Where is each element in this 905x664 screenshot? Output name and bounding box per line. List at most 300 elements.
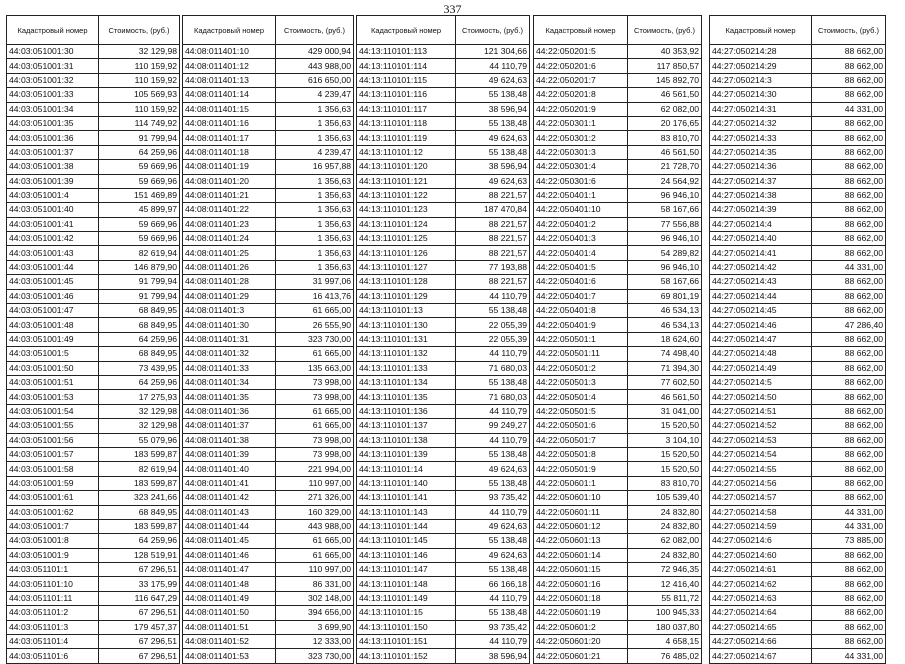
cadastral-number-cell: 44:13:110101:133 — [357, 361, 456, 375]
value-cell: 1 356,63 — [276, 232, 354, 246]
table-row — [7, 476, 180, 490]
cadastral-number-cell: 44:08:011401:35 — [183, 390, 276, 404]
table-row — [710, 390, 886, 404]
value-cell: 55 811,72 — [628, 591, 702, 605]
value-cell: 88 662,00 — [812, 203, 886, 217]
table-row — [7, 447, 180, 461]
cadastral-number-cell: 44:03:051001:51 — [7, 375, 99, 389]
table-row — [357, 361, 530, 375]
table-row — [710, 505, 886, 519]
value-cell: 1 356,63 — [276, 174, 354, 188]
cadastral-number-cell: 44:13:110101:13 — [357, 304, 456, 318]
cadastral-number-cell: 44:08:011401:14 — [183, 88, 276, 102]
table-row — [183, 160, 354, 174]
value-cell: 121 304,66 — [456, 45, 530, 59]
table-row — [357, 45, 530, 59]
cadastral-number-cell: 44:22:050401:4 — [534, 246, 628, 260]
table-row — [710, 577, 886, 591]
table-body — [534, 45, 702, 664]
table-row — [710, 591, 886, 605]
value-cell: 323 730,00 — [276, 332, 354, 346]
cadastral-number-cell: 44:03:051001:44 — [7, 260, 99, 274]
value-cell: 38 596,94 — [456, 102, 530, 116]
value-cell: 1 356,63 — [276, 116, 354, 130]
cadastral-number-cell: 44:27:050214:50 — [710, 390, 812, 404]
cadastral-table-2 — [182, 15, 354, 664]
table-row — [183, 505, 354, 519]
value-cell: 114 749,92 — [99, 116, 180, 130]
table-row — [183, 606, 354, 620]
cadastral-number-cell: 44:08:011401:47 — [183, 563, 276, 577]
table-row — [183, 534, 354, 548]
table-row — [357, 260, 530, 274]
table-row — [357, 131, 530, 145]
value-cell: 221 994,00 — [276, 462, 354, 476]
cadastral-number-cell: 44:08:011401:43 — [183, 505, 276, 519]
value-cell: 88 662,00 — [812, 45, 886, 59]
value-cell: 24 832,80 — [628, 548, 702, 562]
cadastral-number-cell: 44:03:051001:43 — [7, 246, 99, 260]
value-cell: 61 665,00 — [276, 304, 354, 318]
value-cell: 88 221,57 — [456, 217, 530, 231]
value-cell: 88 662,00 — [812, 476, 886, 490]
table-row — [7, 462, 180, 476]
table-row — [710, 534, 886, 548]
value-cell: 146 879,90 — [99, 260, 180, 274]
value-cell: 55 138,48 — [456, 606, 530, 620]
table-row — [7, 188, 180, 202]
cadastral-number-cell: 44:22:050401:9 — [534, 318, 628, 332]
table-row — [710, 563, 886, 577]
value-cell: 44 331,00 — [812, 649, 886, 663]
value-cell: 59 669,96 — [99, 160, 180, 174]
cadastral-number-cell: 44:13:110101:138 — [357, 433, 456, 447]
value-cell: 73 998,00 — [276, 433, 354, 447]
header-cadastral: Кадастровый номер — [183, 16, 276, 45]
value-cell: 54 289,82 — [628, 246, 702, 260]
header-cadastral: Кадастровый номер — [710, 16, 812, 45]
cadastral-number-cell: 44:13:110101:122 — [357, 188, 456, 202]
value-cell: 68 849,95 — [99, 304, 180, 318]
table-row — [7, 203, 180, 217]
cadastral-number-cell: 44:03:051101:11 — [7, 591, 99, 605]
value-cell: 183 599,87 — [99, 476, 180, 490]
table-row — [710, 246, 886, 260]
table-row — [534, 361, 702, 375]
cadastral-number-cell: 44:08:011401:10 — [183, 45, 276, 59]
cadastral-number-cell: 44:13:110101:136 — [357, 404, 456, 418]
value-cell: 15 520,50 — [628, 447, 702, 461]
cadastral-number-cell: 44:08:011401:31 — [183, 332, 276, 346]
table-row — [183, 476, 354, 490]
cadastral-number-cell: 44:13:110101:118 — [357, 116, 456, 130]
value-cell: 49 624,63 — [456, 462, 530, 476]
cadastral-number-cell: 44:03:051001:48 — [7, 318, 99, 332]
table-row — [534, 73, 702, 87]
value-cell: 33 175,99 — [99, 577, 180, 591]
cadastral-number-cell: 44:22:050601:15 — [534, 563, 628, 577]
cadastral-number-cell: 44:03:051001:30 — [7, 45, 99, 59]
value-cell: 40 353,92 — [628, 45, 702, 59]
table-header-row — [357, 16, 530, 45]
cadastral-number-cell: 44:22:050401:7 — [534, 289, 628, 303]
cadastral-number-cell: 44:13:110101:130 — [357, 318, 456, 332]
value-cell: 88 662,00 — [812, 59, 886, 73]
table-row — [183, 246, 354, 260]
table-row — [710, 318, 886, 332]
value-cell: 44 110,79 — [456, 404, 530, 418]
value-cell: 46 561,50 — [628, 145, 702, 159]
cadastral-number-cell: 44:13:110101:126 — [357, 246, 456, 260]
table-row — [710, 145, 886, 159]
table-row — [357, 534, 530, 548]
table-row — [357, 519, 530, 533]
table-row — [183, 404, 354, 418]
cadastral-number-cell: 44:13:110101:146 — [357, 548, 456, 562]
cadastral-number-cell: 44:03:051001:9 — [7, 548, 99, 562]
table-row — [534, 246, 702, 260]
table-row — [357, 289, 530, 303]
table-header-row — [7, 16, 180, 45]
cadastral-number-cell: 44:27:050214:51 — [710, 404, 812, 418]
cadastral-number-cell: 44:22:050501:5 — [534, 404, 628, 418]
table-row — [534, 462, 702, 476]
cadastral-number-cell: 44:27:050214:44 — [710, 289, 812, 303]
table-row — [7, 505, 180, 519]
value-cell: 183 599,87 — [99, 519, 180, 533]
table-row — [534, 59, 702, 73]
table-row — [357, 347, 530, 361]
cadastral-number-cell: 44:08:011401:12 — [183, 59, 276, 73]
table-row — [710, 45, 886, 59]
value-cell: 88 662,00 — [812, 347, 886, 361]
value-cell: 88 662,00 — [812, 491, 886, 505]
table-row — [710, 131, 886, 145]
table-row — [7, 433, 180, 447]
value-cell: 110 159,92 — [99, 102, 180, 116]
table-row — [357, 246, 530, 260]
cadastral-number-cell: 44:22:050601:18 — [534, 591, 628, 605]
table-row — [183, 102, 354, 116]
value-cell: 66 166,18 — [456, 577, 530, 591]
cadastral-number-cell: 44:22:050201:5 — [534, 45, 628, 59]
cadastral-number-cell: 44:22:050501:3 — [534, 375, 628, 389]
header-value: Стоимость, (руб.) — [812, 16, 886, 45]
table-row — [357, 447, 530, 461]
value-cell: 271 326,00 — [276, 491, 354, 505]
value-cell: 76 485,02 — [628, 649, 702, 663]
cadastral-number-cell: 44:13:110101:140 — [357, 476, 456, 490]
cadastral-number-cell: 44:03:051001:7 — [7, 519, 99, 533]
cadastral-number-cell: 44:08:011401:53 — [183, 649, 276, 663]
value-cell: 18 624,60 — [628, 332, 702, 346]
value-cell: 187 470,84 — [456, 203, 530, 217]
cadastral-number-cell: 44:13:110101:143 — [357, 505, 456, 519]
table-row — [710, 447, 886, 461]
cadastral-number-cell: 44:08:011401:36 — [183, 404, 276, 418]
cadastral-number-cell: 44:03:051001:61 — [7, 491, 99, 505]
cadastral-number-cell: 44:22:050501:1 — [534, 332, 628, 346]
cadastral-number-cell: 44:27:050214:54 — [710, 447, 812, 461]
value-cell: 88 662,00 — [812, 131, 886, 145]
cadastral-number-cell: 44:03:051001:54 — [7, 404, 99, 418]
value-cell: 135 663,00 — [276, 361, 354, 375]
value-cell: 96 946,10 — [628, 232, 702, 246]
table-row — [534, 145, 702, 159]
cadastral-number-cell: 44:27:050214:62 — [710, 577, 812, 591]
table-body — [710, 45, 886, 664]
value-cell: 88 662,00 — [812, 174, 886, 188]
value-cell: 1 356,63 — [276, 217, 354, 231]
cadastral-number-cell: 44:08:011401:32 — [183, 347, 276, 361]
cadastral-number-cell: 44:03:051001:58 — [7, 462, 99, 476]
cadastral-number-cell: 44:08:011401:42 — [183, 491, 276, 505]
value-cell: 88 662,00 — [812, 217, 886, 231]
value-cell: 323 730,00 — [276, 649, 354, 663]
table-row — [357, 73, 530, 87]
cadastral-number-cell: 44:08:011401:26 — [183, 260, 276, 274]
table-row — [710, 116, 886, 130]
value-cell: 32 129,98 — [99, 419, 180, 433]
table-row — [183, 260, 354, 274]
cadastral-number-cell: 44:27:050214:49 — [710, 361, 812, 375]
cadastral-number-cell: 44:13:110101:149 — [357, 591, 456, 605]
table-row — [710, 59, 886, 73]
cadastral-number-cell: 44:08:011401:49 — [183, 591, 276, 605]
value-cell: 88 662,00 — [812, 620, 886, 634]
cadastral-number-cell: 44:27:050214:55 — [710, 462, 812, 476]
cadastral-number-cell: 44:13:110101:144 — [357, 519, 456, 533]
value-cell: 83 810,70 — [628, 131, 702, 145]
cadastral-number-cell: 44:03:051101:3 — [7, 620, 99, 634]
table-row — [710, 476, 886, 490]
cadastral-number-cell: 44:08:011401:3 — [183, 304, 276, 318]
table-row — [183, 59, 354, 73]
value-cell: 49 624,63 — [456, 174, 530, 188]
table-row — [7, 548, 180, 562]
table-row — [710, 217, 886, 231]
value-cell: 24 564,92 — [628, 174, 702, 188]
cadastral-number-cell: 44:03:051001:40 — [7, 203, 99, 217]
value-cell: 61 665,00 — [276, 534, 354, 548]
value-cell: 394 656,00 — [276, 606, 354, 620]
table-row — [710, 232, 886, 246]
table-row — [534, 563, 702, 577]
table-row — [183, 347, 354, 361]
value-cell: 88 662,00 — [812, 88, 886, 102]
cadastral-number-cell: 44:22:050601:16 — [534, 577, 628, 591]
table-row — [183, 116, 354, 130]
table-row — [534, 260, 702, 274]
value-cell: 93 735,42 — [456, 620, 530, 634]
value-cell: 77 602,50 — [628, 375, 702, 389]
value-cell: 44 110,79 — [456, 433, 530, 447]
cadastral-number-cell: 44:08:011401:18 — [183, 145, 276, 159]
table-row — [534, 419, 702, 433]
table-row — [183, 649, 354, 663]
table-row — [183, 174, 354, 188]
table-row — [357, 476, 530, 490]
cadastral-number-cell: 44:27:050214:45 — [710, 304, 812, 318]
value-cell: 323 241,66 — [99, 491, 180, 505]
value-cell: 3 104,10 — [628, 433, 702, 447]
table-row — [534, 404, 702, 418]
table-body — [357, 45, 530, 664]
value-cell: 55 138,48 — [456, 563, 530, 577]
table-row — [7, 519, 180, 533]
value-cell: 26 555,90 — [276, 318, 354, 332]
cadastral-table-4 — [533, 15, 702, 664]
value-cell: 68 849,95 — [99, 318, 180, 332]
table-row — [534, 548, 702, 562]
table-row — [357, 548, 530, 562]
table-row — [183, 577, 354, 591]
table-row — [710, 548, 886, 562]
cadastral-number-cell: 44:22:050401:3 — [534, 232, 628, 246]
cadastral-number-cell: 44:27:050214:61 — [710, 563, 812, 577]
table-row — [7, 304, 180, 318]
table-row — [534, 649, 702, 663]
value-cell: 88 662,00 — [812, 635, 886, 649]
cadastral-number-cell: 44:08:011401:20 — [183, 174, 276, 188]
cadastral-number-cell: 44:03:051001:57 — [7, 447, 99, 461]
header-value: Стоимость, (руб.) — [628, 16, 702, 45]
cadastral-table-3 — [356, 15, 530, 664]
cadastral-number-cell: 44:03:051001:42 — [7, 232, 99, 246]
value-cell: 105 569,93 — [99, 88, 180, 102]
cadastral-number-cell: 44:08:011401:15 — [183, 102, 276, 116]
table-row — [710, 188, 886, 202]
value-cell: 49 624,63 — [456, 548, 530, 562]
table-row — [534, 519, 702, 533]
table-row — [183, 548, 354, 562]
table-row — [710, 635, 886, 649]
value-cell: 77 193,88 — [456, 260, 530, 274]
cadastral-number-cell: 44:08:011401:34 — [183, 375, 276, 389]
value-cell: 15 520,50 — [628, 419, 702, 433]
cadastral-number-cell: 44:08:011401:25 — [183, 246, 276, 260]
table-row — [534, 102, 702, 116]
value-cell: 67 296,51 — [99, 606, 180, 620]
table-header-row — [534, 16, 702, 45]
cadastral-number-cell: 44:03:051001:38 — [7, 160, 99, 174]
table-row — [710, 73, 886, 87]
value-cell: 58 167,66 — [628, 275, 702, 289]
value-cell: 88 662,00 — [812, 433, 886, 447]
table-row — [534, 217, 702, 231]
table-row — [7, 534, 180, 548]
value-cell: 58 167,66 — [628, 203, 702, 217]
table-row — [534, 606, 702, 620]
table-row — [534, 433, 702, 447]
table-row — [183, 318, 354, 332]
table-row — [7, 419, 180, 433]
table-row — [357, 232, 530, 246]
cadastral-number-cell: 44:27:050214:36 — [710, 160, 812, 174]
table-row — [7, 390, 180, 404]
table-row — [183, 563, 354, 577]
cadastral-number-cell: 44:13:110101:141 — [357, 491, 456, 505]
cadastral-number-cell: 44:22:050201:8 — [534, 88, 628, 102]
cadastral-number-cell: 44:27:050214:37 — [710, 174, 812, 188]
table-row — [357, 404, 530, 418]
table-row — [7, 361, 180, 375]
value-cell: 61 665,00 — [276, 419, 354, 433]
cadastral-number-cell: 44:03:051001:39 — [7, 174, 99, 188]
table-row — [183, 462, 354, 476]
value-cell: 88 662,00 — [812, 361, 886, 375]
cadastral-number-cell: 44:27:050214:52 — [710, 419, 812, 433]
cadastral-number-cell: 44:22:050301:4 — [534, 160, 628, 174]
value-cell: 74 498,40 — [628, 347, 702, 361]
value-cell: 180 037,80 — [628, 620, 702, 634]
table-row — [357, 591, 530, 605]
cadastral-number-cell: 44:13:110101:150 — [357, 620, 456, 634]
table-row — [357, 188, 530, 202]
cadastral-number-cell: 44:03:051001:36 — [7, 131, 99, 145]
table-row — [710, 203, 886, 217]
cadastral-number-cell: 44:22:050401:5 — [534, 260, 628, 274]
value-cell: 46 534,13 — [628, 304, 702, 318]
cadastral-number-cell: 44:22:050601:13 — [534, 534, 628, 548]
value-cell: 49 624,63 — [456, 519, 530, 533]
value-cell: 1 356,63 — [276, 246, 354, 260]
table-row — [534, 188, 702, 202]
value-cell: 68 849,95 — [99, 347, 180, 361]
table-row — [710, 419, 886, 433]
value-cell: 22 055,39 — [456, 332, 530, 346]
cadastral-number-cell: 44:22:050401:2 — [534, 217, 628, 231]
value-cell: 116 647,29 — [99, 591, 180, 605]
cadastral-number-cell: 44:13:110101:124 — [357, 217, 456, 231]
table-row — [534, 88, 702, 102]
cadastral-number-cell: 44:27:050214:46 — [710, 318, 812, 332]
table-row — [183, 275, 354, 289]
value-cell: 1 356,63 — [276, 203, 354, 217]
value-cell: 59 669,96 — [99, 232, 180, 246]
table-row — [183, 289, 354, 303]
value-cell: 1 356,63 — [276, 260, 354, 274]
table-row — [357, 145, 530, 159]
cadastral-number-cell: 44:27:050214:6 — [710, 534, 812, 548]
value-cell: 44 110,79 — [456, 347, 530, 361]
cadastral-number-cell: 44:13:110101:127 — [357, 260, 456, 274]
value-cell: 67 296,51 — [99, 649, 180, 663]
table-row — [183, 88, 354, 102]
cadastral-number-cell: 44:27:050214:64 — [710, 606, 812, 620]
value-cell: 55 138,48 — [456, 447, 530, 461]
table-row — [710, 375, 886, 389]
table-row — [534, 577, 702, 591]
table-row — [534, 476, 702, 490]
table-row — [7, 620, 180, 634]
cadastral-number-cell: 44:22:050501:2 — [534, 361, 628, 375]
cadastral-number-cell: 44:13:110101:148 — [357, 577, 456, 591]
value-cell: 55 138,48 — [456, 116, 530, 130]
table-row — [534, 131, 702, 145]
table-row — [710, 102, 886, 116]
table-row — [534, 304, 702, 318]
cadastral-number-cell: 44:27:050214:60 — [710, 548, 812, 562]
value-cell: 88 221,57 — [456, 232, 530, 246]
table-row — [710, 260, 886, 274]
value-cell: 71 680,03 — [456, 390, 530, 404]
cadastral-number-cell: 44:22:050301:2 — [534, 131, 628, 145]
value-cell: 31 041,00 — [628, 404, 702, 418]
value-cell: 117 850,57 — [628, 59, 702, 73]
cadastral-number-cell: 44:13:110101:145 — [357, 534, 456, 548]
cadastral-number-cell: 44:27:050214:4 — [710, 217, 812, 231]
